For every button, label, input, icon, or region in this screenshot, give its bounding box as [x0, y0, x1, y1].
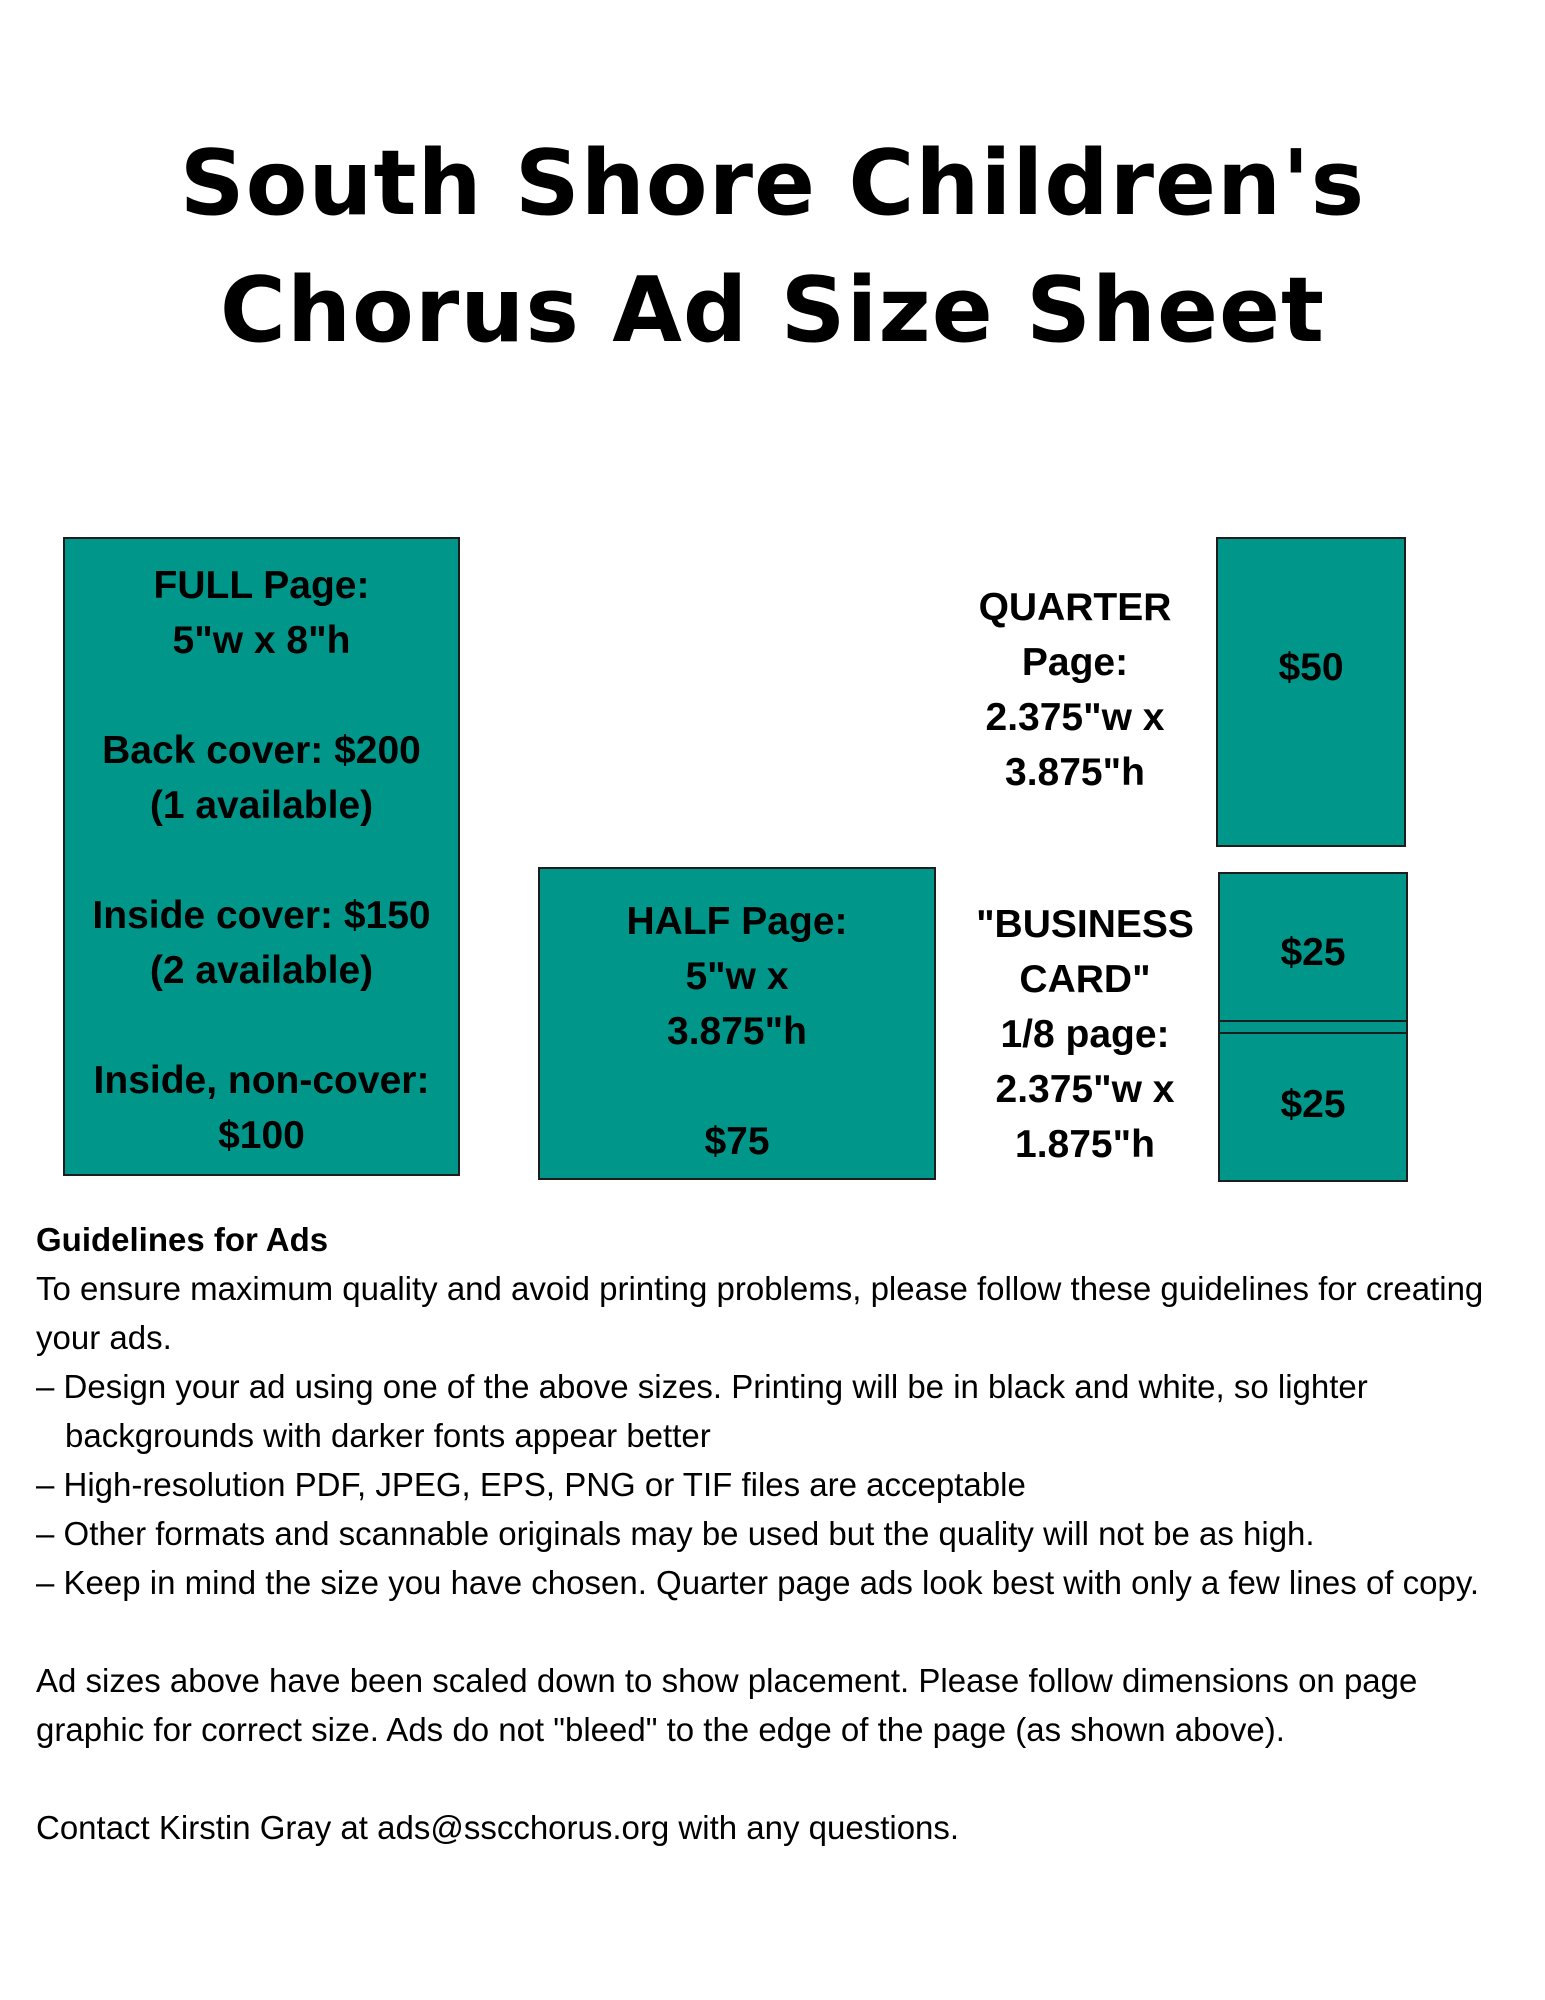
page-title [0, 120, 1545, 374]
business-card-price-top: $25 [1280, 931, 1346, 974]
business-card-divider [1218, 1032, 1408, 1034]
guideline-bullet: – Other formats and scannable originals may be used but the quality will not be as high. [36, 1515, 1315, 1552]
full-page-line: (1 available) [149, 784, 374, 827]
quarter-page-label-line: 2.375"w x [985, 696, 1165, 739]
guideline-bullet: – Design your ad using one of the above sizes. Printing will be in black and white, so lighter backgrounds with darker fonts appear better [36, 1368, 1368, 1454]
full-page-line [63, 668, 460, 723]
half-page-line: 3.875"h [667, 1010, 807, 1053]
half-page-ad-text [538, 894, 936, 1169]
quarter-page-label [950, 580, 1200, 800]
business-card-label-line: 2.375"w x [995, 1068, 1175, 1111]
title-line-1: South Shore Children's [179, 131, 1366, 236]
quarter-page-label-line: QUARTER [978, 586, 1172, 629]
business-card-price-bottom: $25 [1280, 1083, 1346, 1126]
full-page-line [63, 998, 460, 1053]
business-card-divider [1218, 1020, 1408, 1022]
half-page-line: 5"w x [685, 955, 789, 998]
contact-line: Contact Kirstin Gray at ads@sscchorus.org with any questions. [36, 1809, 960, 1846]
business-card-label-line: 1/8 page: [1000, 1013, 1170, 1056]
guideline-bullet: – Keep in mind the size you have chosen. Quarter page ads look best with only a few lines of copy. [36, 1564, 1480, 1601]
business-card-label-line: "BUSINESS [976, 903, 1194, 946]
quarter-page-label-line: 3.875"h [1005, 751, 1145, 794]
guideline-bullet: – High-resolution PDF, JPEG, EPS, PNG or TIF files are acceptable [36, 1466, 1026, 1503]
business-card-label-line: 1.875"h [1015, 1123, 1155, 1166]
title-line-2: Chorus Ad Size Sheet [219, 258, 1326, 363]
business-card-label-line: CARD" [1019, 958, 1151, 1001]
guidelines-section [36, 1215, 1516, 1852]
full-page-line: Inside cover: $150 [92, 894, 431, 937]
guidelines-heading: Guidelines for Ads [36, 1221, 329, 1258]
business-card-label [960, 897, 1210, 1172]
half-page-line [538, 1059, 936, 1114]
full-page-line: 5"w x 8"h [172, 619, 351, 662]
business-card-ad-box [1218, 872, 1408, 1182]
guidelines-intro: To ensure maximum quality and avoid printing problems, please follow these guidelines for creating your ads. [36, 1270, 1484, 1356]
full-page-ad-text [63, 558, 460, 1163]
full-page-line: Inside, non-cover: [93, 1059, 430, 1102]
half-page-line: HALF Page: [626, 900, 848, 943]
full-page-line [63, 833, 460, 888]
quarter-page-label-line: Page: [1021, 641, 1129, 684]
scale-note: Ad sizes above have been scaled down to show placement. Please follow dimensions on page graphic for correct size. Ads do not "bleed" to the edge of the page (as shown above). [36, 1662, 1418, 1748]
full-page-line: (2 available) [149, 949, 374, 992]
quarter-page-price: $50 [1278, 646, 1344, 689]
full-page-line: FULL Page: [153, 564, 370, 607]
full-page-line: Back cover: $200 [102, 729, 421, 772]
full-page-line: $100 [218, 1114, 305, 1157]
half-page-line: $75 [704, 1120, 770, 1163]
